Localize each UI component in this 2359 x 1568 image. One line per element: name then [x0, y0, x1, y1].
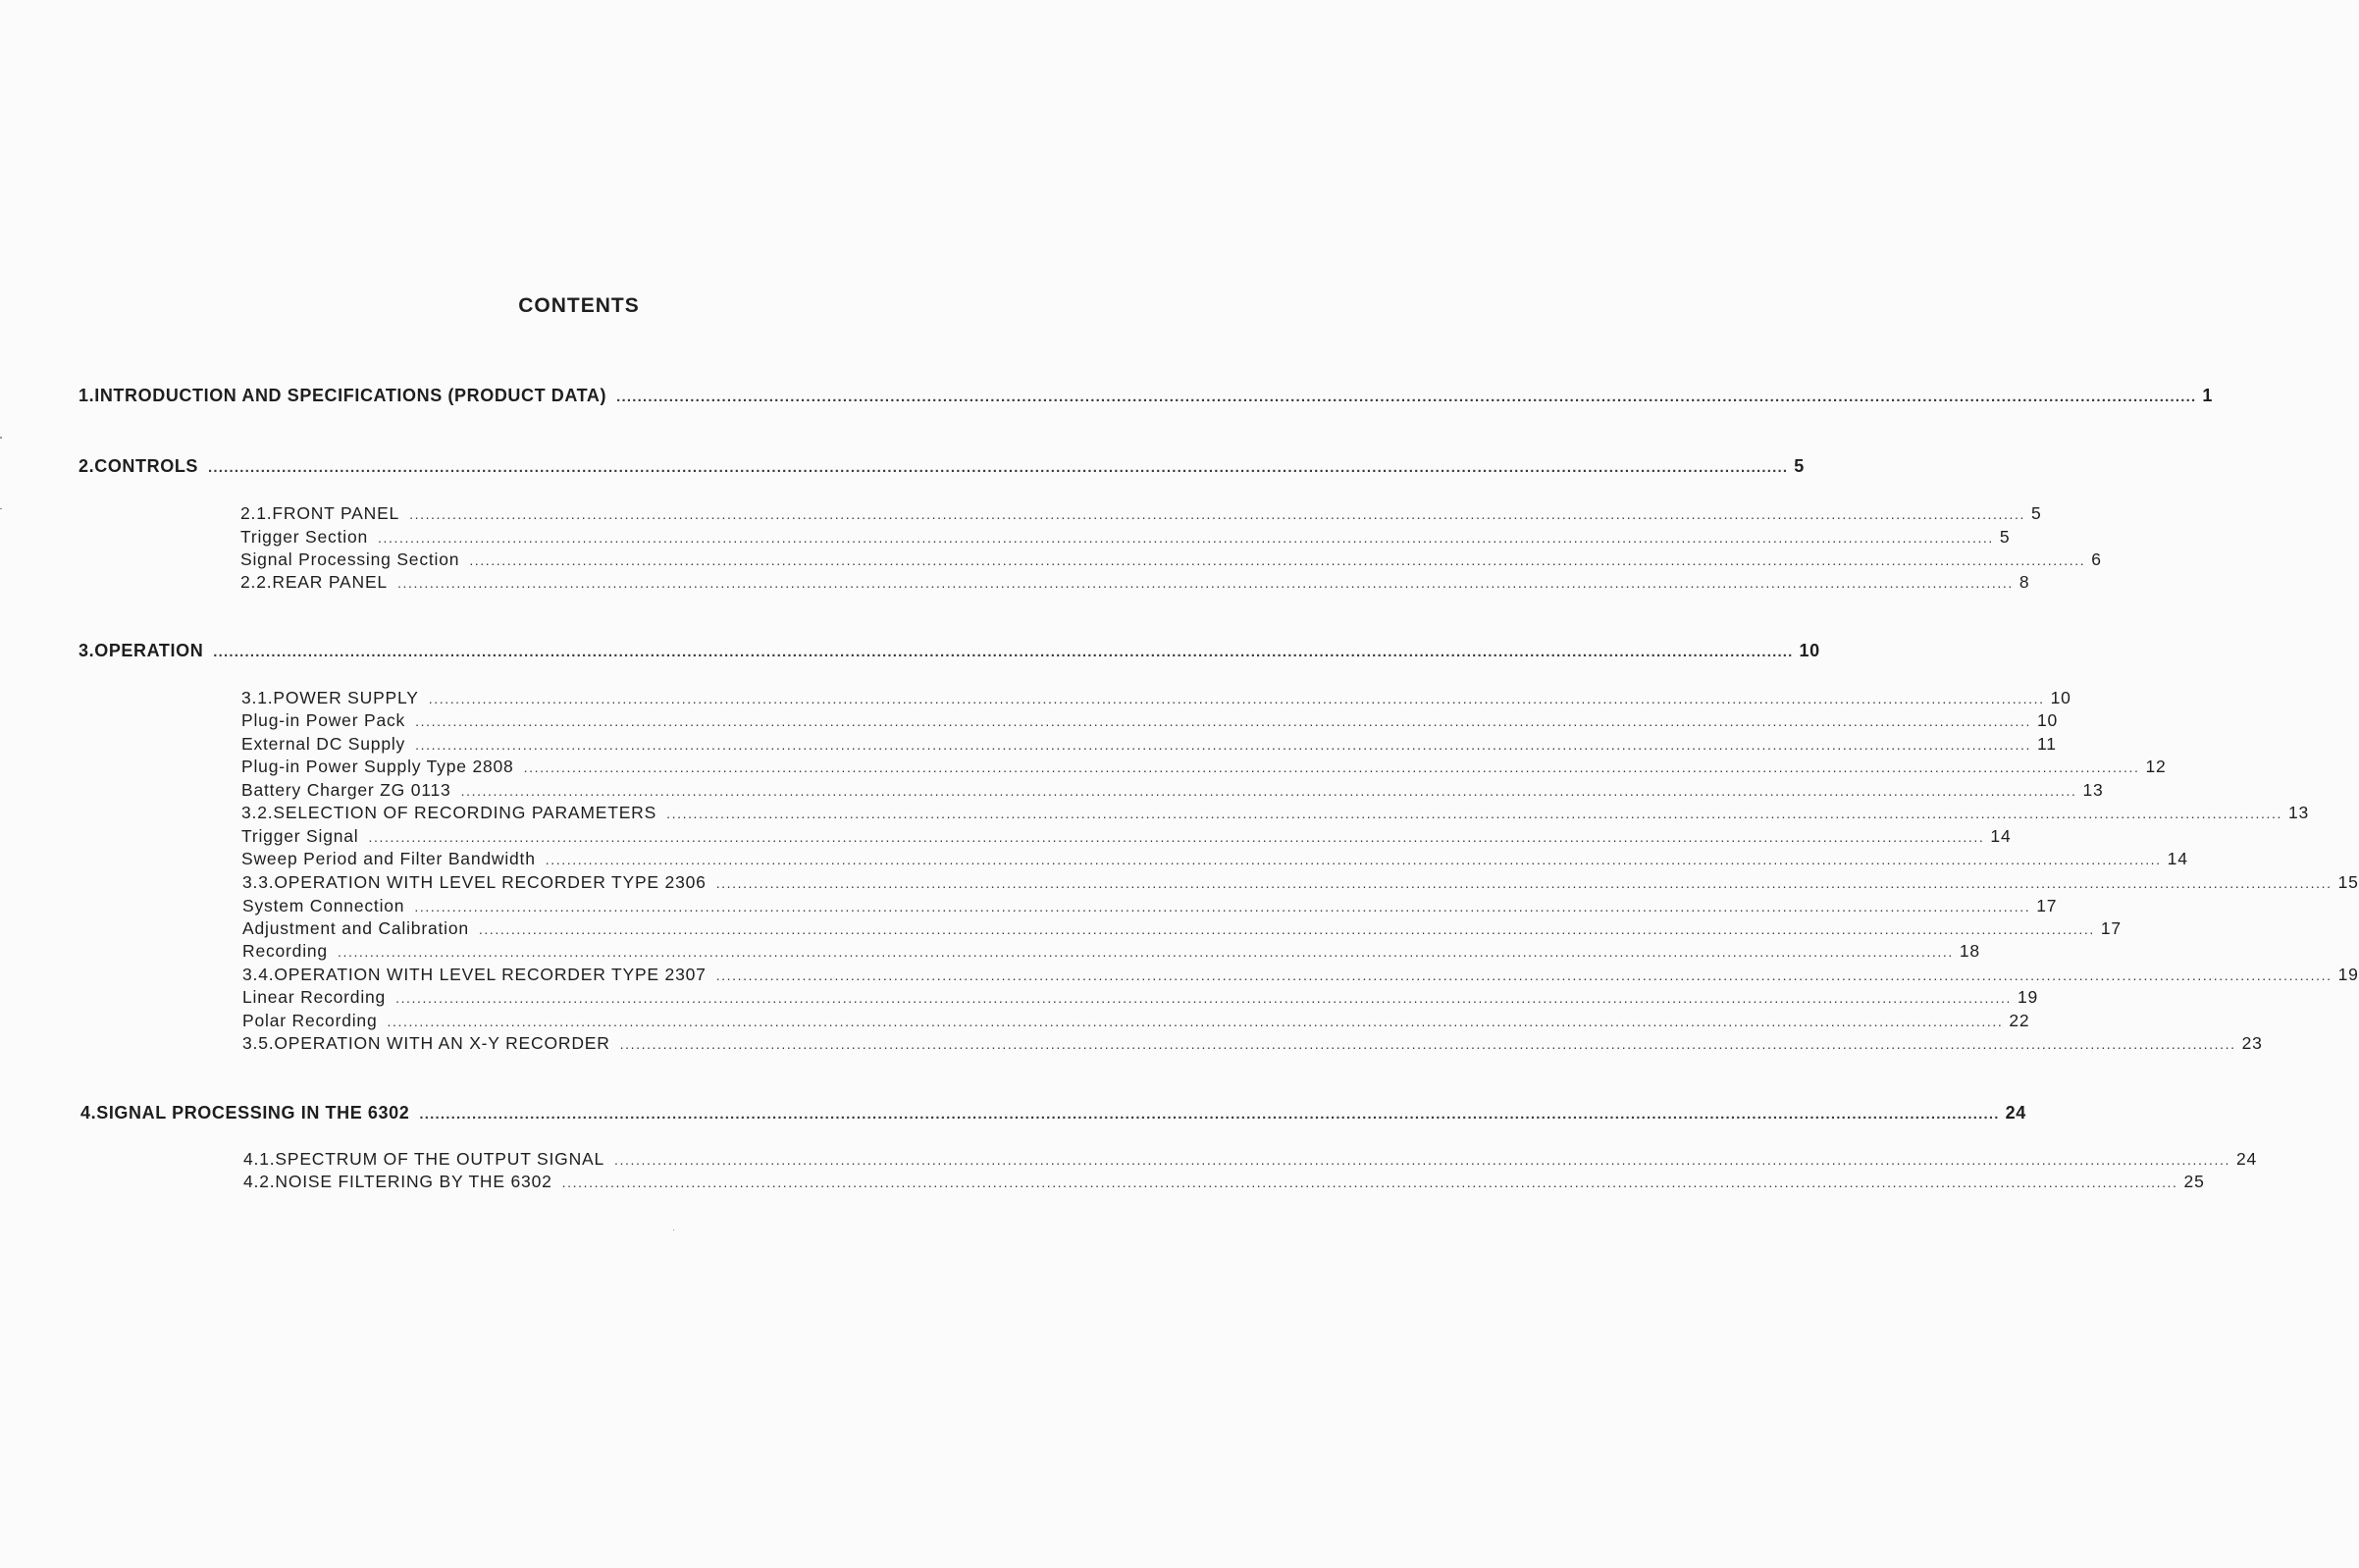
toc-entry[interactable] — [241, 826, 2012, 847]
page-number: 18 — [1959, 941, 1980, 961]
toc-entry[interactable] — [240, 503, 2042, 524]
page-number: 8 — [2018, 572, 2030, 592]
toc-entry[interactable] — [241, 780, 2104, 801]
entry-number: 4.2. — [243, 1172, 276, 1191]
dot-leader: ............................................................................................................................................................................................................................................................................................................ — [395, 990, 2012, 1006]
dot-leader: ............................................................................................................................................................................................................................................................................................................ — [368, 829, 1985, 845]
toc-entry[interactable] — [241, 803, 2310, 823]
entry-number: 2.1. — [240, 503, 273, 523]
page-number: 24 — [2005, 1103, 2026, 1123]
page-number: 15 — [2337, 872, 2359, 892]
entry-title: NOISE FILTERING BY THE 6302 — [275, 1172, 552, 1191]
page-number: 12 — [2145, 757, 2167, 776]
entry-number: 3.3. — [242, 872, 275, 892]
page-number: 17 — [2100, 918, 2122, 938]
entry-number: 3.1. — [241, 688, 274, 707]
entry-number: 3.5. — [242, 1033, 275, 1053]
page-number: 10 — [2050, 688, 2071, 707]
section-title: SIGNAL PROCESSING IN THE 6302 — [96, 1103, 410, 1123]
dot-leader: ............................................................................................................................................................................................................................................................................................................ — [415, 737, 2032, 753]
page-number: 24 — [2235, 1149, 2258, 1169]
toc-entry[interactable] — [241, 849, 2188, 869]
entry-title: SPECTRUM OF THE OUTPUT SIGNAL — [275, 1149, 605, 1169]
page-number: 17 — [2036, 896, 2058, 915]
dot-leader: ............................................................................................................................................................................................................................................................................................................ — [666, 806, 2283, 821]
page-number: 25 — [2183, 1172, 2205, 1191]
section-title: INTRODUCTION AND SPECIFICATIONS (PRODUCT DATA) — [94, 386, 607, 405]
entry-title: OPERATION WITH AN X-Y RECORDER — [274, 1033, 610, 1053]
page-number: 23 — [2241, 1033, 2263, 1053]
scan-speck — [0, 437, 2, 439]
section-title: OPERATION — [94, 641, 204, 660]
toc-entry[interactable] — [242, 987, 2039, 1008]
dot-leader: ............................................................................................................................................................................................................................................................................................................ — [419, 1106, 2000, 1123]
page-number: 19 — [2337, 965, 2359, 984]
entry-title: Polar Recording — [242, 1011, 378, 1030]
toc-entry[interactable] — [242, 941, 1980, 962]
toc-section-3[interactable] — [79, 641, 1820, 661]
entry-title: Plug-in Power Supply Type 2808 — [241, 757, 514, 776]
dot-leader: ............................................................................................................................................................................................................................................................................................................ — [561, 1175, 2178, 1190]
page-number: 14 — [2167, 849, 2188, 868]
toc-entry[interactable] — [240, 549, 2102, 570]
toc-entry[interactable] — [240, 527, 2011, 548]
toc-section-2[interactable] — [79, 456, 1805, 477]
entry-title: Adjustment and Calibration — [242, 918, 469, 938]
page-number: 10 — [2037, 710, 2059, 730]
dot-leader: ............................................................................................................................................................................................................................................................................................................ — [415, 713, 2032, 729]
entry-number: 2.2. — [240, 572, 273, 592]
scan-speck — [673, 1229, 674, 1230]
page-number: 10 — [1799, 641, 1820, 660]
page-number: 22 — [2009, 1011, 2030, 1030]
dot-leader: ............................................................................................................................................................................................................................................................................................................ — [409, 506, 2025, 522]
dot-leader: ............................................................................................................................................................................................................................................................................................................ — [208, 459, 1789, 476]
page-number: 11 — [2037, 734, 2057, 754]
section-number: 1. — [79, 386, 95, 405]
entry-number: 3.2. — [241, 803, 274, 822]
toc-entry[interactable] — [242, 1033, 2263, 1054]
entry-title: SELECTION OF RECORDING PARAMETERS — [273, 803, 657, 822]
entry-title: Battery Charger ZG 0113 — [241, 780, 451, 800]
toc-section-4[interactable] — [80, 1103, 2026, 1124]
dot-leader: ............................................................................................................................................................................................................................................................................................................ — [460, 783, 2077, 799]
toc-section-1[interactable] — [79, 386, 2213, 406]
toc-entry[interactable] — [240, 572, 2030, 593]
section-number: 3. — [79, 641, 95, 660]
entry-title: POWER SUPPLY — [273, 688, 419, 707]
dot-leader: ............................................................................................................................................................................................................................................................................................................ — [387, 1014, 2004, 1029]
toc-entry[interactable] — [241, 734, 2057, 755]
entry-title: Linear Recording — [242, 987, 387, 1007]
page-number: 19 — [2017, 987, 2039, 1007]
page-number: 5 — [1794, 456, 1805, 476]
entry-title: Trigger Section — [240, 527, 369, 547]
toc-entry[interactable] — [243, 1149, 2258, 1170]
page-number: 1 — [2202, 386, 2213, 405]
dot-leader: ............................................................................................................................................................................................................................................................................................................ — [478, 921, 2095, 937]
dot-leader: ............................................................................................................................................................................................................................................................................................................ — [619, 1036, 2236, 1052]
section-title: CONTROLS — [94, 456, 199, 476]
page-number: 13 — [2288, 803, 2310, 822]
entry-title: Signal Processing Section — [240, 549, 460, 569]
entry-title: FRONT PANEL — [272, 503, 400, 523]
dot-leader: ............................................................................................................................................................................................................................................................................................................ — [378, 530, 1994, 546]
dot-leader: ............................................................................................................................................................................................................................................................................................................ — [715, 875, 2333, 891]
dot-leader: ............................................................................................................................................................................................................................................................................................................ — [337, 944, 1954, 960]
entry-title: REAR PANEL — [272, 572, 388, 592]
dot-leader: ............................................................................................................................................................................................................................................................................................................ — [469, 552, 2086, 568]
entry-title: OPERATION WITH LEVEL RECORDER TYPE 2306 — [274, 872, 707, 892]
scan-speck — [0, 508, 2, 509]
toc-entry[interactable] — [241, 688, 2071, 708]
page-number: 14 — [1990, 826, 2012, 846]
dot-leader: ............................................................................................................................................................................................................................................................................................................ — [428, 691, 2045, 706]
entry-title: External DC Supply — [241, 734, 406, 754]
page-number: 6 — [2091, 549, 2102, 569]
dot-leader: ............................................................................................................................................................................................................................................................................................................ — [414, 899, 2031, 915]
dot-leader: ............................................................................................................................................................................................................................................................................................................ — [616, 389, 2197, 405]
toc-entry[interactable] — [242, 872, 2359, 893]
toc-entry[interactable] — [242, 896, 2058, 916]
entry-title: Trigger Signal — [241, 826, 359, 846]
toc-entry[interactable] — [242, 965, 2359, 985]
dot-leader: ............................................................................................................................................................................................................................................................................................................ — [545, 852, 2162, 867]
section-number: 4. — [80, 1103, 97, 1123]
entry-number: 3.4. — [242, 965, 275, 984]
entry-title: System Connection — [242, 896, 405, 915]
dot-leader: ............................................................................................................................................................................................................................................................................................................ — [523, 759, 2140, 775]
toc-entry[interactable] — [241, 710, 2059, 731]
dot-leader: ............................................................................................................................................................................................................................................................................................................ — [213, 644, 1794, 660]
dot-leader: ............................................................................................................................................................................................................................................................................................................ — [396, 575, 2014, 591]
toc-entry[interactable] — [242, 1011, 2030, 1031]
dot-leader: ............................................................................................................................................................................................................................................................................................................ — [614, 1152, 2230, 1168]
entry-title: OPERATION WITH LEVEL RECORDER TYPE 2307 — [274, 965, 707, 984]
page-number: 5 — [2031, 503, 2042, 523]
page-number: 5 — [1999, 527, 2011, 547]
section-number: 2. — [79, 456, 95, 476]
dot-leader: ............................................................................................................................................................................................................................................................................................................ — [715, 967, 2333, 983]
page-number: 13 — [2082, 780, 2104, 800]
entry-title: Sweep Period and Filter Bandwidth — [241, 849, 536, 868]
entry-title: Plug-in Power Pack — [241, 710, 406, 730]
entry-title: Recording — [242, 941, 328, 961]
toc-entry[interactable] — [242, 918, 2122, 939]
toc-entry[interactable] — [243, 1172, 2205, 1192]
page-title: CONTENTS — [518, 294, 640, 317]
entry-number: 4.1. — [243, 1149, 276, 1169]
toc-entry[interactable] — [241, 757, 2167, 777]
